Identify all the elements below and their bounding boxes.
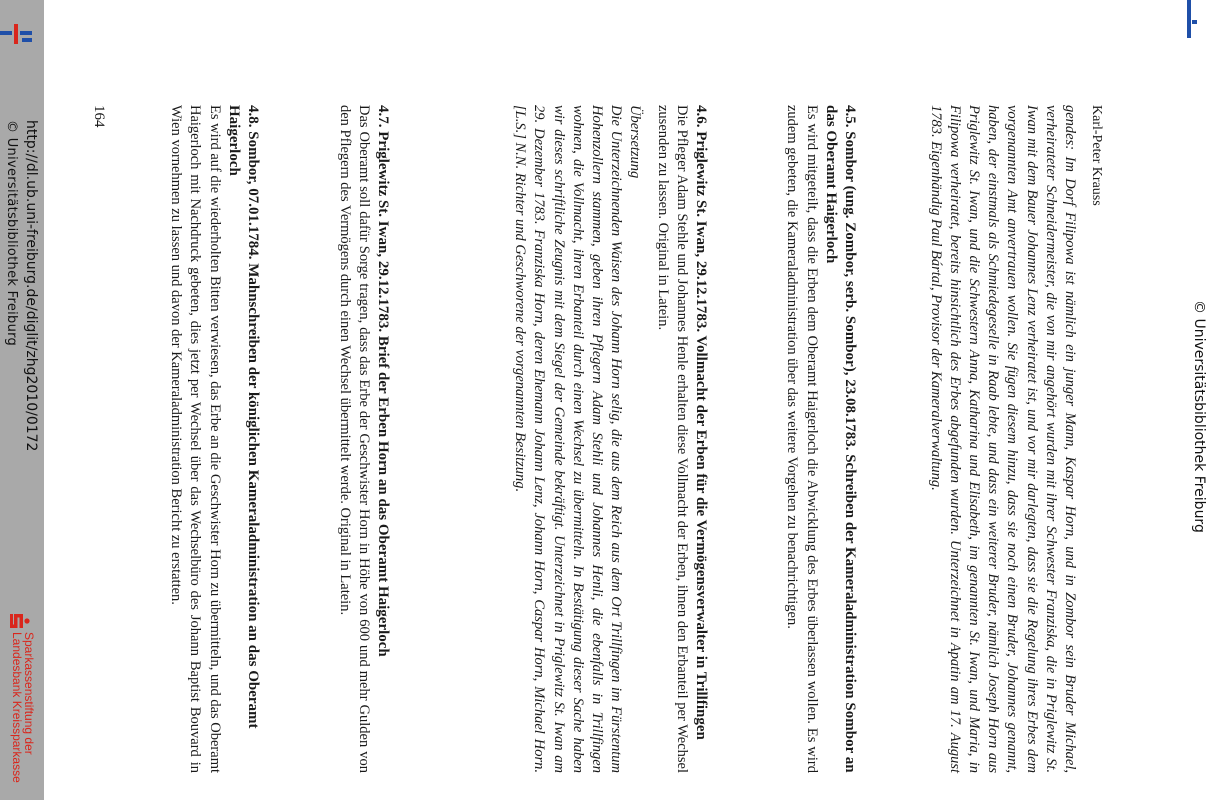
section-body: Das Oberamt soll dafür Sorge tragen, dass das Erbe der Geschwister Horn in Höhe von 600 und mehr Gulden von den Pflegern des Vermögens durch einen Wechsel übermittelt werde. Original in Latein. [336, 105, 372, 773]
page-number: 164 [91, 105, 107, 128]
section-title: 4.5. Sombor (ung. Zombor, serb. Sombor), 23.08.1783. Schreiben der Kameraladministration Sombor an das Oberamt Haigerloch [822, 105, 858, 773]
sponsor-text [11, 632, 35, 783]
section-4-8 [166, 105, 262, 773]
copyright-notice: © Universitätsbibliothek Freiburg [4, 120, 19, 347]
translation-label: Übersetzung [627, 105, 644, 179]
section-title: 4.8. Sombor, 07.01.1784. Mahnschreiben der königlichen Kameraladministration an das Oberamt Haigerloch [225, 105, 261, 729]
translation-text: Die Unterzeichnenden Waisen des Johann Horn selig, die aus dem Reich aus dem Ort Trillfingen im Fürstentum Hohenzollern stammen, geben ihren Pflegern Adam Stehli und Johannes Henli, die ebenfalls in Trillfingen wohnen, die Vollmacht, ihren Erbanteil durch einen Wechsel zu übermitteln. In Bestätigung dieser Sache haben wir dieses schriftliche Zeugnis mit dem Siegel der Gemeinde bekräftigt. Unterzeichnet in Priglewitz St. Iwan am 29. Dezember 1783. Franziska Horn, deren Ehemann Johann Lenz, Johann Horn, Caspar Horn, Michael Horn. [L.S.] N.N. Richter und Geschworene der vorgenannten Besitzung. [512, 105, 625, 773]
sponsor-line-2: Landesbank Kreissparkasse [10, 632, 24, 783]
section-body: Es wird mitgeteilt, dass die Erben dem Oberamt Haigerloch die Abwicklung des Erbes überlassen wollen. Es wird zudem gebeten, die Kameraladministration über das weitere Vorgehen zu benachrichtigen. [784, 105, 820, 773]
section-title: 4.7. Priglewitz St. Iwan, 29.12.1783. Brief der Erben Horn an das Oberamt Haigerloch [375, 105, 391, 657]
running-header: Karl-Peter Krauss [1089, 105, 1104, 206]
sparkasse-logo-icon [10, 612, 30, 630]
intro-block [925, 105, 1079, 773]
section-4-5 [782, 105, 859, 773]
section-body: Es wird auf die wiederholten Bitten verwiesen, das Erbe an die Geschwister Horn zu übermitteln, und das Oberamt Haigerloch mit Nachdruck gebeten, dies jetzt per Wechsel über das Wechselbüro des Johann Baptist Bouvard in Wien vornehmen zu lassen und davon der Kameraladministration Bericht zu erstatten. [168, 105, 223, 774]
intro-text: gendes: Im Dorf Filipowa ist nämlich ein junger Mann, Kaspar Horn, und in Zombor sein Bruder Michael, verheirateter Schneidermeister, die von mir angehört wurden mit ihrer Schwester Franziska, die in Priglewitz St. Iwan mit dem Bauer Johannes Lenz verheiratet ist, und vor mir darlegten, dass sie die Regelung ihres Erbes dem vorgenannten Amt anvertrauen wollen. Sie fügen diesem hinzu, dass sie noch einen Bruder, Johannes genannt, haben, der einstmals als Schmiedegeselle in Raab lebte, und dass ein weiterer Bruder, nämlich Joseph Horn aus Priglewitz St. Iwan, und die Schwestern Anna, Katharina und Elisabeth, im genannten St. Iwan, und Maria, in Filipowa verheiratet, bereits hinsichtlich des Erbes abgefunden wurden. Unterzeichnet in Apatin am 17. August 1783. Eigenhändig Paul Bártal, Provisor der Kameralverwaltung. [927, 105, 1078, 773]
section-title: 4.6. Priglewitz St. Iwan, 29.12.1783. Vollmacht der Erben für die Vermögensverwalter in Trillfingen [693, 105, 709, 740]
source-url-link[interactable]: http://dl.ub.uni-freiburg.de/diglit/zhg2010/0172 [23, 120, 39, 452]
section-4-6 [510, 105, 710, 773]
top-cut-watermark: © Universitätsbibliothek Freiburg [1191, 300, 1207, 533]
section-body: Die Pfleger Adam Stehle und Johannes Henle erhalten diese Vollmacht der Erben, ihnen den Erbanteil per Wechsel zusenden zu lassen. Original in Latein. [654, 105, 690, 773]
sponsor-line-1: Sparkassenstiftung der [22, 632, 36, 755]
section-4-7 [334, 105, 392, 773]
